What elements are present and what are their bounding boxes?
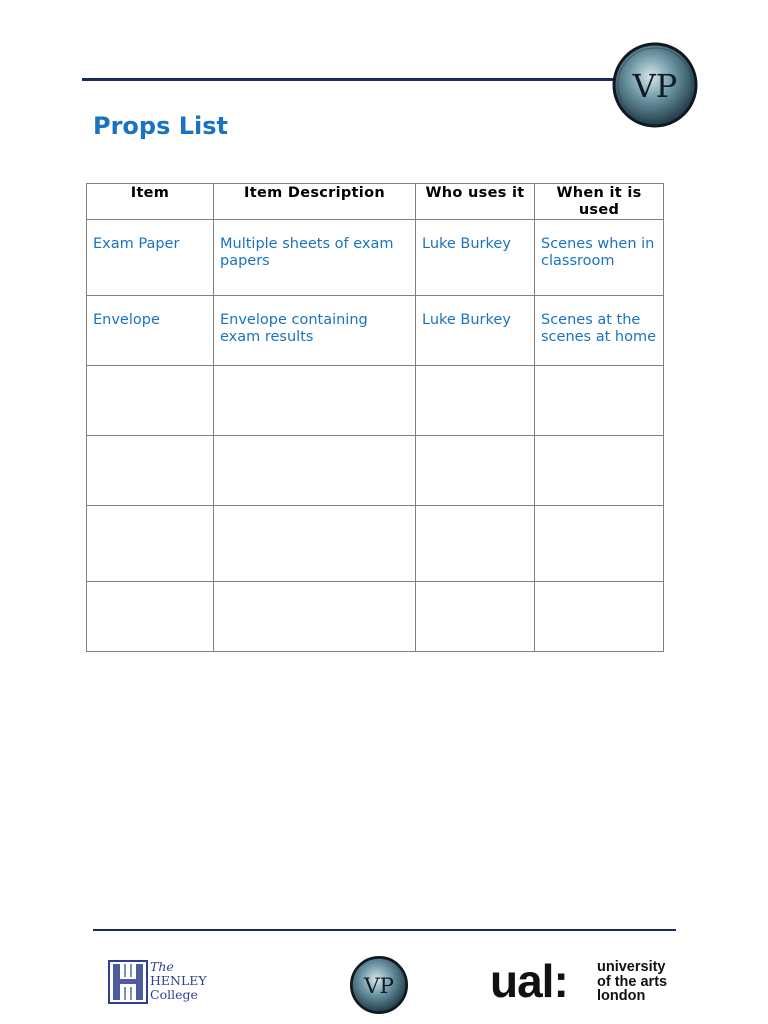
cell-when: Scenes at the scenes at home bbox=[535, 296, 664, 366]
cell-who bbox=[416, 582, 535, 652]
cell-when bbox=[535, 506, 664, 582]
cell-description: Envelope containing exam results bbox=[214, 296, 416, 366]
ual-wordmark: university of the arts london bbox=[597, 959, 668, 1004]
cell-who: Luke Burkey bbox=[416, 296, 535, 366]
table-row bbox=[87, 436, 664, 506]
vp-footer-logo bbox=[350, 956, 408, 1014]
vp-logo-text: VP bbox=[632, 67, 678, 105]
col-header-description: Item Description bbox=[214, 184, 416, 220]
ual-mark: ual: bbox=[490, 955, 568, 1007]
vp-logo bbox=[612, 42, 698, 128]
table-row bbox=[87, 366, 664, 436]
cell-description bbox=[214, 582, 416, 652]
cell-item: Envelope bbox=[87, 296, 214, 366]
props-table bbox=[86, 183, 664, 652]
cell-who bbox=[416, 506, 535, 582]
header-rule bbox=[82, 78, 628, 81]
col-header-item: Item bbox=[87, 184, 214, 220]
cell-item bbox=[87, 436, 214, 506]
henley-wordmark: The HENLEY College bbox=[150, 959, 207, 1002]
henley-h-icon bbox=[108, 960, 148, 1004]
table-row bbox=[87, 296, 664, 366]
col-header-when: When it is used bbox=[535, 184, 664, 220]
cell-when bbox=[535, 366, 664, 436]
cell-item bbox=[87, 366, 214, 436]
col-header-who: Who uses it bbox=[416, 184, 535, 220]
cell-when bbox=[535, 582, 664, 652]
footer-rule bbox=[93, 929, 676, 931]
cell-who bbox=[416, 436, 535, 506]
cell-item bbox=[87, 506, 214, 582]
cell-who bbox=[416, 366, 535, 436]
vp-footer-logo-text: VP bbox=[363, 974, 395, 1000]
table-row bbox=[87, 582, 664, 652]
page-title: Props List bbox=[93, 112, 229, 140]
cell-description bbox=[214, 436, 416, 506]
cell-when: Scenes when in classroom bbox=[535, 220, 664, 296]
cell-item: Exam Paper bbox=[87, 220, 214, 296]
table-row bbox=[87, 220, 664, 296]
ual-logo bbox=[490, 957, 680, 1005]
cell-description bbox=[214, 366, 416, 436]
cell-item bbox=[87, 582, 214, 652]
table-row bbox=[87, 506, 664, 582]
table-header-row bbox=[87, 184, 664, 220]
cell-description: Multiple sheets of exam papers bbox=[214, 220, 416, 296]
henley-college-logo bbox=[108, 960, 218, 1004]
cell-who: Luke Burkey bbox=[416, 220, 535, 296]
cell-description bbox=[214, 506, 416, 582]
cell-when bbox=[535, 436, 664, 506]
